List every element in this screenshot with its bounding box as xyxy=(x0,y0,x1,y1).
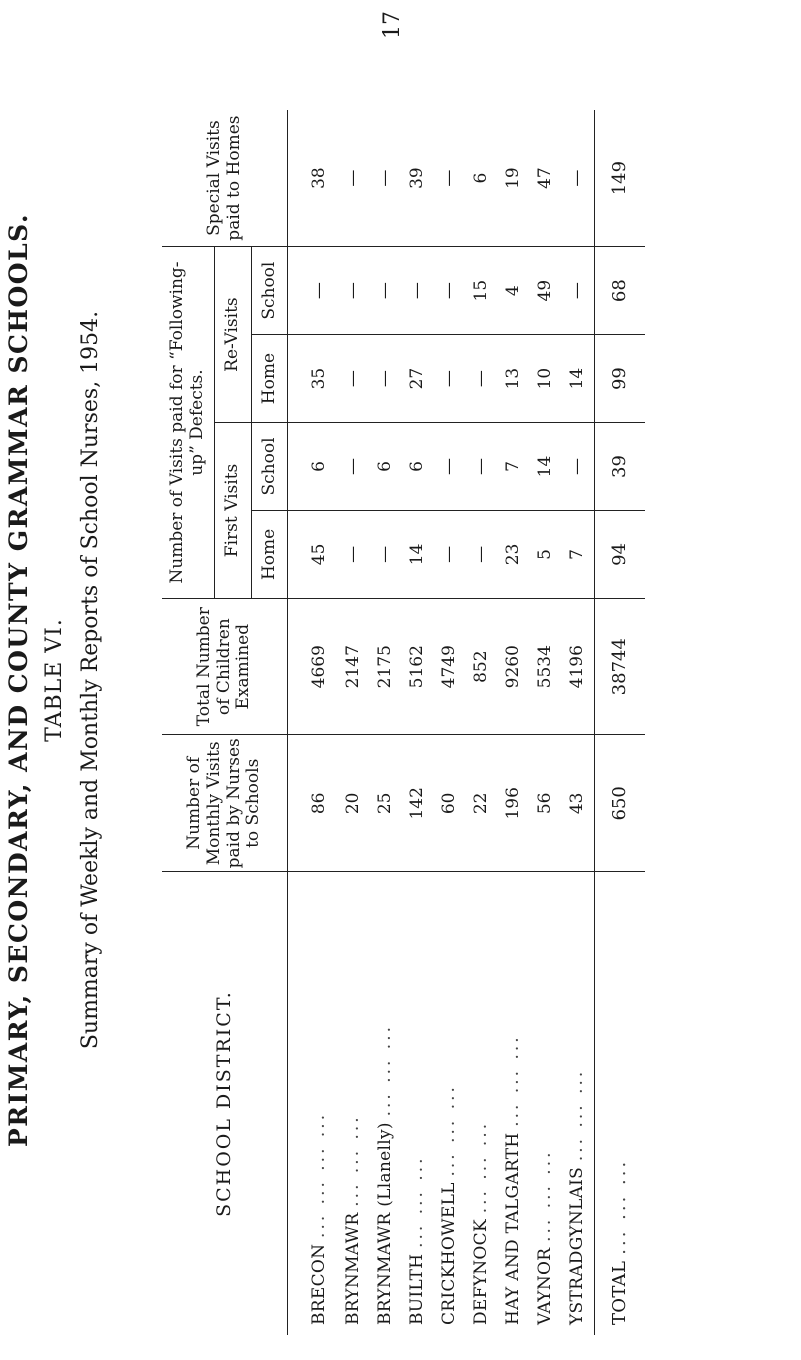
children-examined: 2175 xyxy=(370,598,402,735)
monthly-visits: 25 xyxy=(370,735,402,872)
total-re-home: 99 xyxy=(595,335,646,423)
re-home: 27 xyxy=(402,335,434,423)
district-name: BRECON xyxy=(309,1243,330,1325)
first-school: 6 xyxy=(402,423,434,511)
special-visits: 38 xyxy=(288,110,339,247)
district-name: YSTRADGYNLAIS xyxy=(567,1166,588,1325)
special-visits: — xyxy=(562,110,595,247)
monthly-visits: 20 xyxy=(338,735,370,872)
total-row xyxy=(595,110,646,1335)
first-school: — xyxy=(562,423,595,511)
re-school: — xyxy=(402,247,434,335)
first-home: — xyxy=(434,510,466,598)
first-home: — xyxy=(338,510,370,598)
table-number: TABLE VI. xyxy=(42,618,67,742)
leader-dots: ... ... ... xyxy=(407,1155,428,1248)
special-visits: — xyxy=(370,110,402,247)
table-subtitle: Summary of Weekly and Monthly Reports of School Nurses, 1954. xyxy=(78,310,103,1050)
first-school: 14 xyxy=(530,423,562,511)
page-number: 17 xyxy=(380,11,405,39)
special-visits: 19 xyxy=(498,110,530,247)
children-examined: 4749 xyxy=(434,598,466,735)
re-school: 15 xyxy=(466,247,498,335)
total-special-visits: 149 xyxy=(595,110,646,247)
re-school: — xyxy=(288,247,339,335)
first-school: 7 xyxy=(498,423,530,511)
col-re-home: Home xyxy=(252,335,288,423)
table-row xyxy=(530,110,562,1335)
monthly-visits: 60 xyxy=(434,735,466,872)
monthly-visits: 22 xyxy=(466,735,498,872)
re-school: — xyxy=(434,247,466,335)
children-examined: 852 xyxy=(466,598,498,735)
special-visits: — xyxy=(338,110,370,247)
children-examined: 4669 xyxy=(288,598,339,735)
table-row xyxy=(402,110,434,1335)
re-school: — xyxy=(370,247,402,335)
first-school: 6 xyxy=(370,423,402,511)
first-school: — xyxy=(338,423,370,511)
re-home: — xyxy=(466,335,498,423)
leader-dots: ... ... ... xyxy=(567,1068,588,1162)
leader-dots: ... ... ... xyxy=(471,1120,492,1214)
re-school: 49 xyxy=(530,247,562,335)
page-title: PRIMARY, SECONDARY, AND COUNTY GRAMMAR SCHOOLS. xyxy=(4,212,33,1148)
total-re-school: 68 xyxy=(595,247,646,335)
col-first-home: Home xyxy=(252,510,288,598)
first-home: — xyxy=(466,510,498,598)
col-district: SCHOOL DISTRICT. xyxy=(162,872,288,1335)
col-followup-group: Number of Visits paid for “Following-up” Defects. xyxy=(162,247,215,599)
special-visits: — xyxy=(434,110,466,247)
re-home: 10 xyxy=(530,335,562,423)
monthly-visits: 196 xyxy=(498,735,530,872)
re-home: 35 xyxy=(288,335,339,423)
col-re-school: School xyxy=(252,247,288,335)
col-first-visits: First Visits xyxy=(215,423,252,599)
nurses-report-table xyxy=(162,110,645,1335)
total-label: TOTAL xyxy=(608,1260,630,1325)
district-name: HAY AND TALGARTH xyxy=(503,1132,524,1325)
children-examined: 2147 xyxy=(338,598,370,735)
total-children-examined: 38744 xyxy=(595,598,646,735)
district-name: DEFYNOCK xyxy=(471,1219,492,1325)
first-home: 23 xyxy=(498,510,530,598)
first-home: 14 xyxy=(402,510,434,598)
district-name: BRYNMAWR (Llanelly) xyxy=(375,1122,396,1325)
monthly-visits: 142 xyxy=(402,735,434,872)
col-total-examined: Total Number of Children Examined xyxy=(162,598,288,735)
children-examined: 9260 xyxy=(498,598,530,735)
re-home: — xyxy=(338,335,370,423)
table-row xyxy=(562,110,595,1335)
table-row xyxy=(466,110,498,1335)
district-name: BRYNMAWR xyxy=(343,1212,364,1325)
re-school: — xyxy=(338,247,370,335)
total-monthly-visits: 650 xyxy=(595,735,646,872)
table-row xyxy=(338,110,370,1335)
re-school: 4 xyxy=(498,247,530,335)
children-examined: 5162 xyxy=(402,598,434,735)
monthly-visits: 56 xyxy=(530,735,562,872)
table-row xyxy=(498,110,530,1335)
special-visits: 47 xyxy=(530,110,562,247)
total-first-home: 94 xyxy=(595,510,646,598)
first-home: 7 xyxy=(562,510,595,598)
col-re-visits: Re-Visits xyxy=(215,247,252,423)
district-name: VAYNOR xyxy=(535,1247,556,1325)
district-name: BUILTH xyxy=(407,1253,428,1325)
special-visits: 39 xyxy=(402,110,434,247)
leader-dots: ... ... ... xyxy=(343,1114,364,1207)
leader-dots: ... ... ... xyxy=(375,1023,396,1117)
re-home: 13 xyxy=(498,335,530,423)
col-monthly-visits: Number of Monthly Visits paid by Nurses to Schools xyxy=(162,735,288,872)
first-home: 45 xyxy=(288,510,339,598)
re-home: — xyxy=(434,335,466,423)
leader-dots: ... ... ... xyxy=(535,1149,556,1242)
monthly-visits: 43 xyxy=(562,735,595,872)
re-school: — xyxy=(562,247,595,335)
monthly-visits: 86 xyxy=(288,735,339,872)
leader-dots: ... ... ... xyxy=(439,1084,460,1177)
re-home: 14 xyxy=(562,335,595,423)
table-row xyxy=(434,110,466,1335)
first-home: — xyxy=(370,510,402,598)
leader-dots: ... ... ... ... xyxy=(309,1111,330,1238)
first-school: — xyxy=(466,423,498,511)
special-visits: 6 xyxy=(466,110,498,247)
table-row xyxy=(370,110,402,1335)
first-school: — xyxy=(434,423,466,511)
re-home: — xyxy=(370,335,402,423)
table-row xyxy=(288,110,339,1335)
first-school: 6 xyxy=(288,423,339,511)
children-examined: 5534 xyxy=(530,598,562,735)
total-first-school: 39 xyxy=(595,423,646,511)
children-examined: 4196 xyxy=(562,598,595,735)
district-name: CRICKHOWELL xyxy=(439,1182,460,1325)
col-special-visits: Special Visits paid to Homes xyxy=(162,110,288,247)
first-home: 5 xyxy=(530,510,562,598)
leader-dots: ... ... ... xyxy=(503,1034,524,1127)
leader-dots: ... ... ... xyxy=(608,1158,630,1255)
col-first-school: School xyxy=(252,423,288,511)
